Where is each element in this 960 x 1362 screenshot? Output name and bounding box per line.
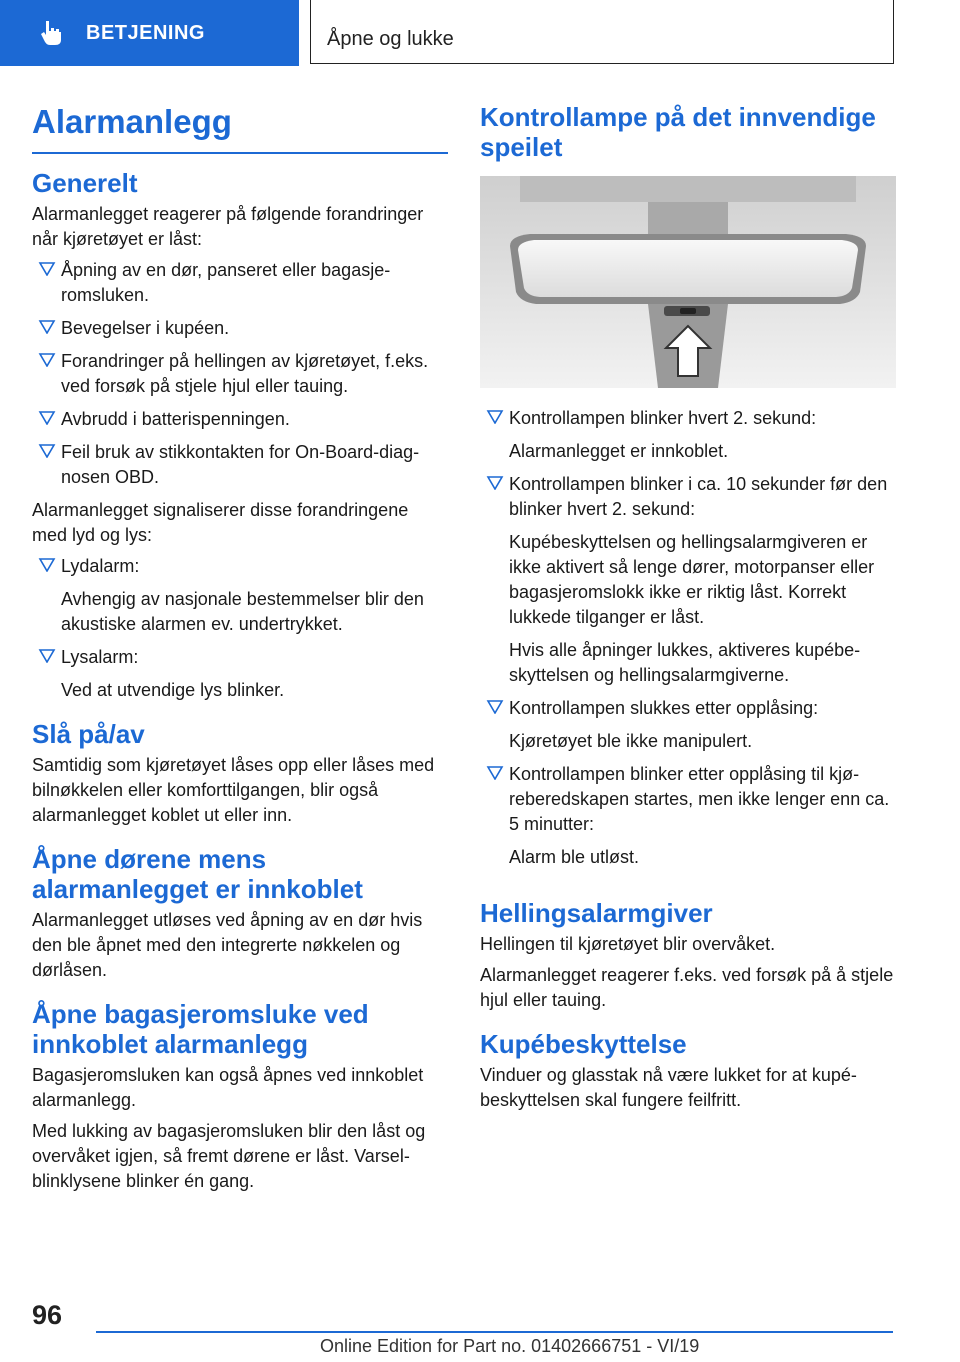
rearview-mirror-illustration — [480, 176, 896, 388]
edition-note — [320, 1336, 699, 1357]
tilt-text-1: Hellingen til kjøretøyet blir overvåket. — [480, 934, 776, 954]
chapter-header — [310, 0, 894, 64]
section-tab — [0, 0, 299, 66]
list-item: Feil bruk av stikkontakten for On-Board-diag-nosen OBD. — [32, 440, 448, 490]
list-item: Kontrollampen blinker hvert 2. sekund: Alarmanlegget er innkoblet. — [480, 406, 896, 464]
list-item: Kontrollampen blinker etter opplåsing til kjø-reberedskapen startes, men ikke lenger enn ca. 5 minutter: Alarm ble utløst. — [480, 762, 896, 870]
trunk-text-1: Bagasjeromsluken kan også åpnes ved innkoblet alarmanlegg. — [32, 1065, 424, 1110]
section-tab-label: BETJENING — [86, 21, 205, 44]
list-item: Lydalarm: Avhengig av nasjonale bestemmelser blir den akustiske alarmen ev. undertrykket. — [32, 554, 448, 637]
rearview-mirror-figure — [480, 176, 896, 388]
page-title: Alarmanlegg — [32, 103, 232, 140]
footer-rule — [96, 1331, 893, 1333]
heading-doors: Åpne dørene mens alarmanlegget er innkoblet — [32, 844, 363, 904]
page-number: 96 — [32, 1300, 63, 1330]
doors-text: Alarmanlegget utløses ved åpning av en dør hvis den ble åpnet med den integrerte nøkkelen og dørlåsen. — [32, 910, 423, 980]
general-intro: Alarmanlegget reagerer på følgende forandringer når kjøretøyet er låst: — [32, 204, 424, 249]
tilt-text-2: Alarmanlegget reagerer f.eks. ved forsøk på å stjele hjul eller tauing. — [480, 965, 894, 1010]
heading-mirror: Kontrollampe på det innvendige speilet — [480, 102, 876, 162]
trigger-list — [32, 258, 448, 490]
right-column — [480, 96, 896, 1119]
heading-general: Generelt — [32, 168, 138, 198]
indicator-list — [480, 406, 896, 870]
list-item: Kontrollampen blinker i ca. 10 sekunder før den blinker hvert 2. sekund: Kupébeskyttelsen og hellingsalarmgiveren er ikke aktivert så lenge dører, motorpanser eller bagasjeromslokk ikke er riktig låst. Korrekt lukkede tilganger er låst. Hvis alle åpninger lukkes, aktiveres kupébe-skyttelsen og hellingsalarmgiverne. — [480, 472, 896, 688]
list-item: Åpning av en dør, panseret eller bagasje-romsluken. — [32, 258, 448, 308]
heading-cabin: Kupébeskyttelse — [480, 1029, 687, 1059]
edition-text: Online Edition for Part no. 01402666751 - VI/19 — [320, 1336, 700, 1356]
list-item: Lysalarm: Ved at utvendige lys blinker. — [32, 645, 448, 703]
cabin-text: Vinduer og glasstak nå være lukket for at kupé-beskyttelsen skal fungere feilfritt. — [480, 1065, 857, 1110]
signal-list — [32, 554, 448, 703]
chapter-title: Åpne og lukke — [327, 28, 454, 50]
title-rule — [32, 152, 448, 154]
list-item: Avbrudd i batterispenningen. — [32, 407, 448, 432]
signal-intro: Alarmanlegget signaliserer disse forandringene med lyd og lys: — [32, 500, 409, 545]
onoff-text: Samtidig som kjøretøyet låses opp eller låses med bilnøkkelen eller komforttilgangen, blir også alarmanlegget koblet ut eller inn. — [32, 755, 435, 825]
heading-tilt: Hellingsalarmgiver — [480, 898, 713, 928]
heading-onoff: Slå på/av — [32, 719, 145, 749]
trunk-text-2: Med lukking av bagasjeromsluken blir den låst og overvåket igjen, så fremt dørene er låst. Varsel-blinklysene blinker én gang. — [32, 1121, 426, 1191]
heading-trunk: Åpne bagasjeromsluke ved innkoblet alarmanlegg — [32, 999, 369, 1059]
hand-pointer-icon — [38, 19, 66, 47]
left-column — [32, 96, 448, 1200]
list-item: Kontrollampen slukkes etter opplåsing: Kjøretøyet ble ikke manipulert. — [480, 696, 896, 754]
list-item: Bevegelser i kupéen. — [32, 316, 448, 341]
list-item: Forandringer på hellingen av kjøretøyet, f.eks. ved forsøk på stjele hjul eller tauing. — [32, 349, 448, 399]
